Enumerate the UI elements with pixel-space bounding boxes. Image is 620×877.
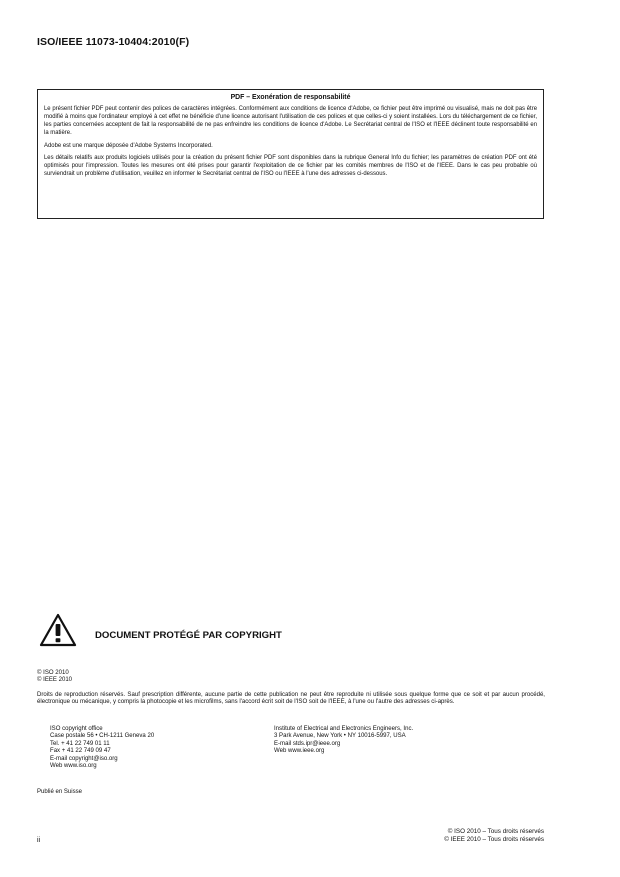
disclaimer-paragraph: Adobe est une marque déposée d'Adobe Systems Incorporated. bbox=[44, 142, 213, 149]
iso-phone: Tel. + 41 22 749 01 11 bbox=[50, 740, 110, 747]
copyright-heading: DOCUMENT PROTÉGÉ PAR COPYRIGHT bbox=[95, 630, 282, 641]
footer-rights-ieee: © IEEE 2010 – Tous droits réservés bbox=[444, 835, 544, 843]
pdf-disclaimer-box bbox=[37, 89, 544, 219]
iso-address-block bbox=[50, 726, 154, 770]
disclaimer-paragraph: Le présent fichier PDF peut contenir des polices de caractères intégrées. Conformément aux conditions de licence d'Adobe, ce fichier peut être imprimé ou visualisé, mais ne doit pas être modifié à moins que l'ordinateur employé à cet effet ne bénéficie d'une licence autorisant l'utilisation de ces polices et que celles-ci y soient installées. Lors du téléchargement de ce fichier, les parties concernées acceptent de fait la responsabilité de ne pas enfreindre les conditions de licence d'Adobe. Le Secrétariat central de l'ISO et l'IEEE déclinent toute responsabilité en la matière. bbox=[44, 106, 537, 137]
iso-address-line: ISO copyright office bbox=[50, 726, 103, 732]
footer-rights bbox=[444, 828, 544, 844]
ieee-email: E-mail stds.ipr@ieee.org bbox=[274, 740, 341, 747]
disclaimer-title: PDF – Exonération de responsabilité bbox=[230, 94, 351, 101]
iso-email: E-mail copyright@iso.org bbox=[50, 755, 118, 762]
document-id-header: ISO/IEEE 11073-10404:2010(F) bbox=[37, 36, 190, 48]
copyright-lines bbox=[37, 670, 72, 685]
copyright-line-iso: © ISO 2010 bbox=[37, 670, 69, 676]
iso-fax: Fax + 41 22 749 09 47 bbox=[50, 748, 111, 755]
ieee-web: Web www.ieee.org bbox=[274, 748, 325, 755]
disclaimer-paragraph: Les détails relatifs aux produits logiciels utilisés pour la création du présent fichier PDF sont disponibles dans la rubrique General Info du fichier; les paramètres de création PDF ont été optimisés pour l'impression. Toutes les mesures ont été prises pour garantir l'exploitation de ce fichier par les comités membres de l'ISO et de l'IEEE. Dans le cas peu probable où surviendrait un problème d'utilisation, veuillez en informer le Secrétariat central de l'ISO ou l'IEEE à l'une des adresses ci-dessous. bbox=[44, 154, 537, 178]
ieee-address-block bbox=[274, 726, 413, 756]
ieee-address-line: 3 Park Avenue, New York • NY 10016-5997, USA bbox=[274, 733, 406, 740]
iso-address-line: Case postale 56 • CH-1211 Geneva 20 bbox=[50, 733, 155, 740]
page-number: ii bbox=[37, 837, 41, 844]
footer-rights-iso: © ISO 2010 – Tous droits réservés bbox=[447, 828, 544, 835]
published-in: Publié en Suisse bbox=[37, 789, 83, 795]
reproduction-rights-text: Droits de reproduction réservés. Sauf prescription différente, aucune partie de cette publication ne peut être reproduite ni utilisée sous quelque forme que ce soit et par aucun procédé, électronique ou mécanique, y compris la photocopie et les microfilms, sans l'accord écrit soit de l'ISO soit de l'IEEE, à l'une ou l'autre des adresses ci-après. bbox=[37, 692, 545, 706]
iso-web: Web www.iso.org bbox=[50, 763, 97, 770]
copyright-line-ieee: © IEEE 2010 bbox=[37, 677, 73, 684]
ieee-address-line: Institute of Electrical and Electronics Engineers, Inc. bbox=[274, 726, 414, 732]
warning-triangle-icon bbox=[38, 612, 78, 648]
